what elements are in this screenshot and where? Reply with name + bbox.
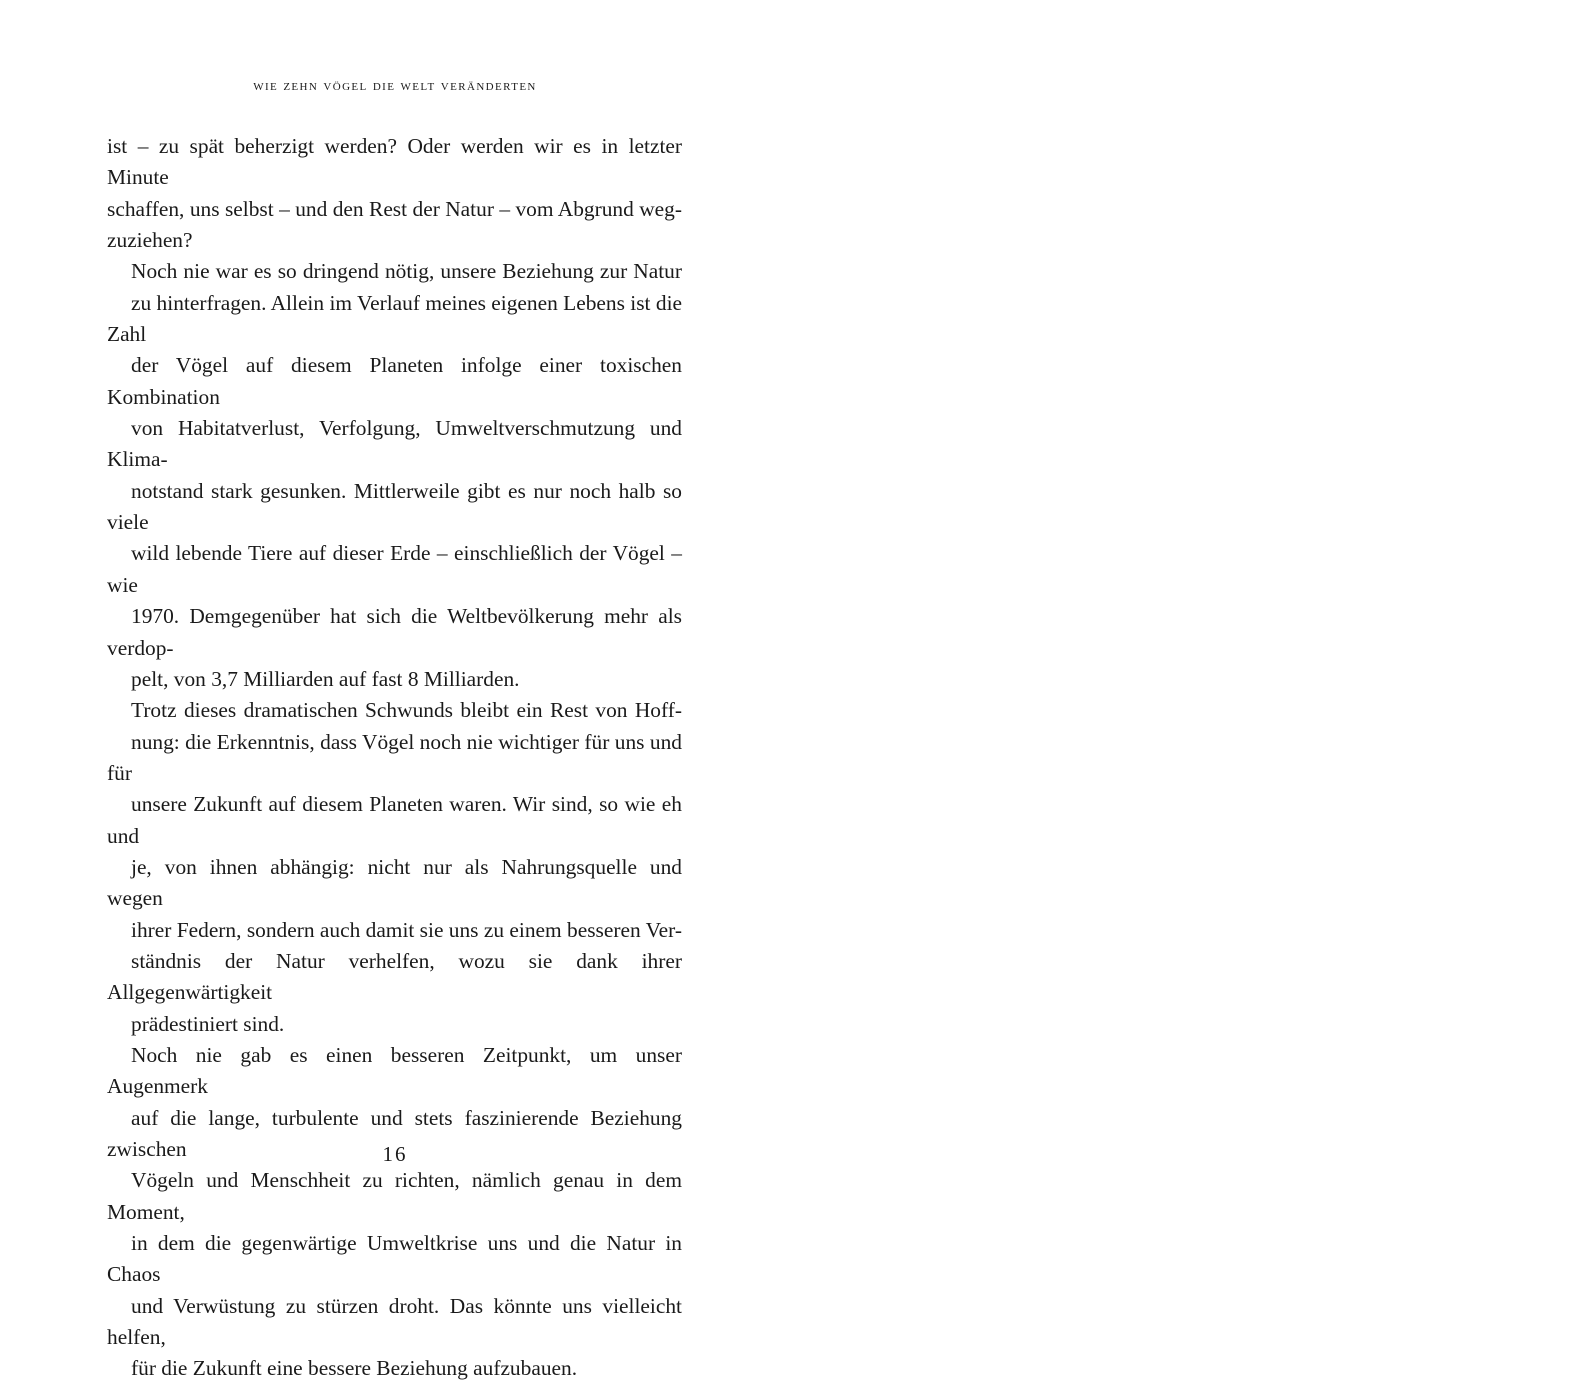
text-line: und Verwüstung zu stürzen droht. Das könnte uns vielleicht helfen, <box>107 1293 682 1350</box>
running-head: wie zehn vögel die welt veränderten <box>253 78 537 94</box>
text-line: von Habitatverlust, Verfolgung, Umweltverschmutzung und Klima- <box>107 416 682 472</box>
paragraph-1 <box>107 131 682 256</box>
text-line: Noch nie war es so dringend nötig, unsere Beziehung zur Natur <box>131 259 682 284</box>
text-line: ständnis der Natur verhelfen, wozu sie dank ihrer Allgegenwärtigkeit <box>107 948 682 1005</box>
paragraph-2 <box>107 256 682 695</box>
text-line: zuziehen? <box>107 228 193 253</box>
paragraph-3 <box>107 695 682 1040</box>
text-line: prädestiniert sind. <box>131 1011 285 1036</box>
text-line: in dem die gegenwärtige Umweltkrise uns und die Natur in Chaos <box>107 1231 682 1287</box>
text-line: Trotz dieses dramatischen Schwunds bleibt ein Rest von Hoff- <box>131 698 682 723</box>
text-line: 1970. Demgegenüber hat sich die Weltbevölkerung mehr als verdop- <box>107 604 682 660</box>
text-line: pelt, von 3,7 Milliarden auf fast 8 Milliarden. <box>131 666 520 691</box>
text-line: für die Zukunft eine bessere Beziehung aufzubauen. <box>131 1356 578 1381</box>
body-text <box>107 131 682 1385</box>
text-line: auf die lange, turbulente und stets faszinierende Beziehung zwischen <box>107 1105 682 1161</box>
text-line: wild lebende Tiere auf dieser Erde – einschließlich der Vögel – wie <box>107 541 682 597</box>
text-line: unsere Zukunft auf diesem Planeten waren. Wir sind, so wie eh und <box>107 792 682 848</box>
paragraph-4 <box>107 1040 682 1385</box>
text-line: nung: die Erkenntnis, dass Vögel noch nie wichtiger für uns und für <box>107 729 682 785</box>
text-line: Noch nie gab es einen besseren Zeitpunkt, um unser Augenmerk <box>107 1042 682 1099</box>
text-line: notstand stark gesunken. Mittlerweile gibt es nur noch halb so viele <box>107 478 682 535</box>
page-number: 16 <box>382 1142 408 1166</box>
text-line: ist – zu spät beherzigt werden? Oder werden wir es in letzter Minute <box>107 134 682 190</box>
text-line: je, von ihnen abhängig: nicht nur als Nahrungsquelle und wegen <box>107 854 682 911</box>
text-line: schaffen, uns selbst – und den Rest der Natur – vom Abgrund weg- <box>107 196 682 221</box>
text-line: Vögeln und Menschheit zu richten, nämlich genau in dem Moment, <box>107 1168 682 1224</box>
book-page-right <box>800 0 1594 1240</box>
text-line: der Vögel auf diesem Planeten infolge einer toxischen Kombination <box>107 353 682 409</box>
text-line: ihrer Federn, sondern auch damit sie uns zu einem besseren Ver- <box>131 917 682 942</box>
text-line: zu hinterfragen. Allein im Verlauf meines eigenen Lebens ist die Zahl <box>107 290 682 347</box>
